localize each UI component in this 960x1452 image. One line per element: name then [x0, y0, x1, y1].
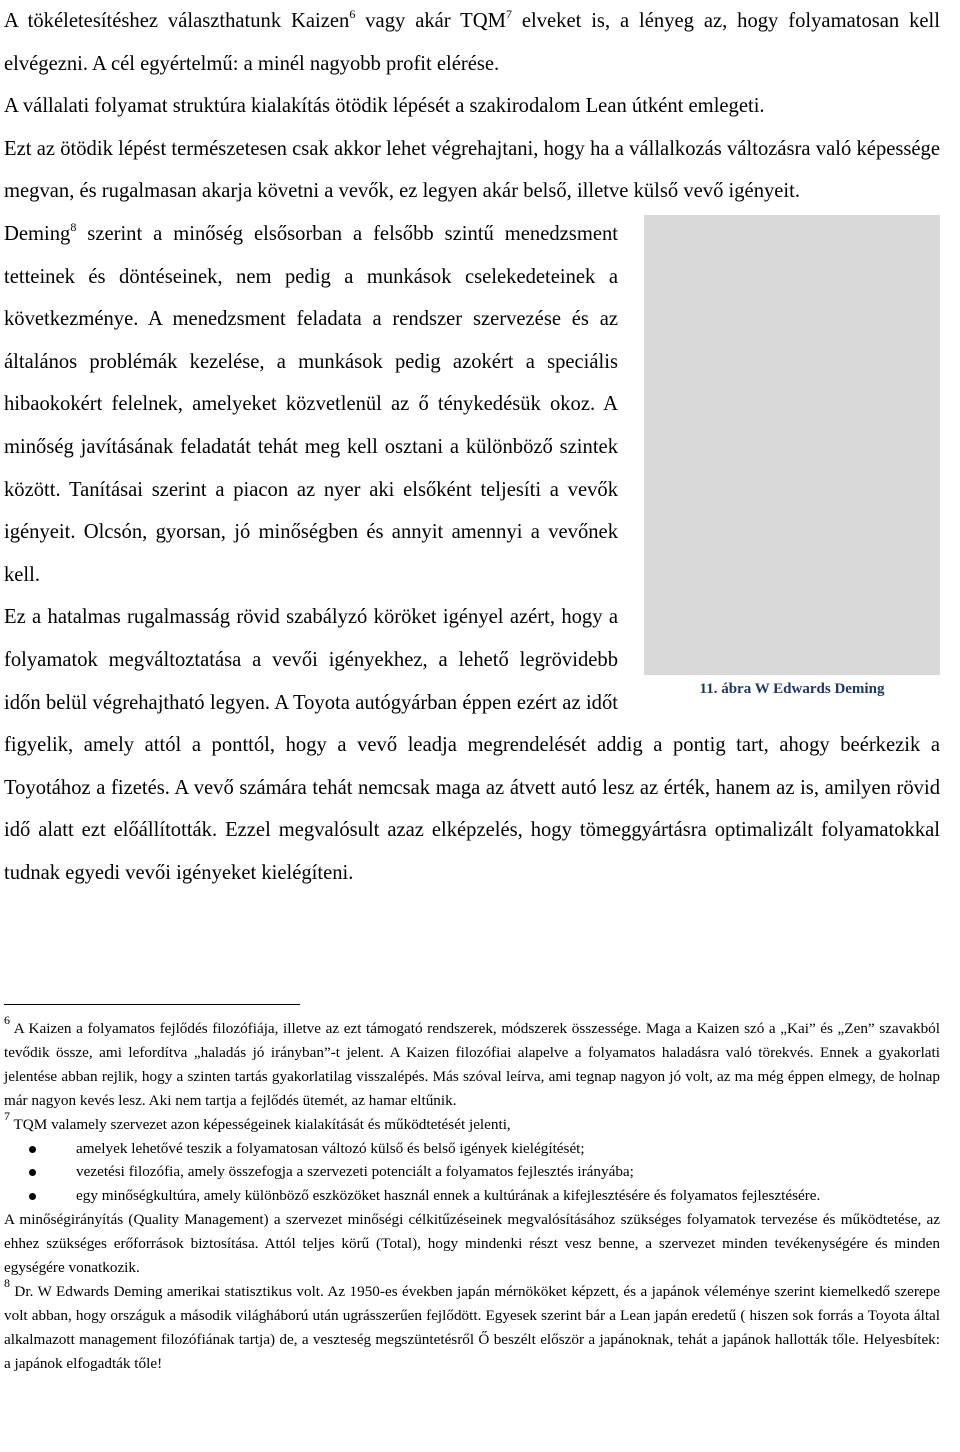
paragraph-1 [4, 0, 940, 85]
footnote-ref-6[interactable]: 6 [349, 7, 356, 21]
list-item: egy minőségkultúra, amely különböző eszközöket használ ennek a kultúrának a kifejlesztésére és folyamatos fejlesztésére. [76, 1184, 940, 1208]
footnote-7-list [4, 1137, 940, 1209]
main-text [4, 0, 940, 894]
paragraph-5: Ez a hatalmas rugalmasság rövid szabályzó köröket igényel azért, hogy a folyamatok megváltoztatása a vevői igényekhez, a lehető legrövidebb időn belül végrehajtható legyen. A Toyota autógyárban éppen ezért az időt figyelik, amely attól a ponttól, hogy a vevő leadja megrendelését addig a pontig tart, ahogy beérkezik a Toyotához a fizetés. A vevő számára tehát nemcsak maga az átvett autó lesz az érték, hanem az is, amilyen rövid idő alatt ezt előállították. Ezzel megvalósult azaz elképzelés, hogy tömeggyártásra optimalizált folyamatokkal tudnak egyedi vevői igényeket kielégíteni. [4, 606, 940, 884]
figure-caption: 11. ábra W Edwards Deming [699, 680, 885, 697]
footnote-7 [4, 1108, 940, 1137]
footnote-number: 8 [4, 1275, 10, 1290]
footnote-number: 7 [4, 1108, 10, 1123]
text-run: Deming [4, 222, 71, 245]
text-run: szerint a minőség elsősorban a felsőbb szintű menedzsment tetteinek és döntéseinek, nem pedig a munkások cselekedeteinek a következménye. A menedzsment feladata a rendszer szervezése és az általános problémák kezelése, a munkások pedig azokért a speciális hibaokokért felelnek, amelyeket közvetlenül az ő ténykedésük okoz. A minőség javításának feladatát tehát meg kell osztani a különböző szintek között. Tanításai szerint a piacon az nyer aki elsőként teljesíti a vevők igényeit. Olcsón, gyorsan, jó minőségben és annyit amennyi a vevőnek kell. [4, 222, 618, 586]
footnote-8 [4, 1275, 940, 1376]
footnote-text: TQM valamely szervezet azon képességeinek kialakítását és működtetését jelenti, [10, 1115, 511, 1133]
footnotes [4, 1013, 940, 1376]
footnote-separator [4, 1004, 300, 1005]
footnote-text: A Kaizen a folyamatos fejlődés filozófiája, illetve az ezt támogató rendszerek, módszerek összessége. Maga a Kaizen szó a „Kai” és „Zen” szavakból tevődik össze, ami lefordítva „haladás jó irányban”-t jelent. A Kaizen filozófiai alapelve a folyamatos haladásra való törekvés. Ennek a gyakorlati jelentése abban rejlik, hogy a szinten tartás gyakorlatilag visszalépés. Más szóval leírva, ami tegnap nagyon jó volt, az ma még éppen elmegy, de holnap már nagyon kevés lesz. Aki nem tartja a fejlődés ütemét, az hamar eltűnik. [4, 1020, 940, 1109]
footnote-6 [4, 1013, 940, 1113]
list-item: amelyek lehetővé teszik a folyamatosan változó külső és belső igények kielégítését; [76, 1137, 940, 1161]
deming-portrait-placeholder [644, 215, 940, 675]
footnote-7-continuation: A minőségirányítás (Quality Management) a szervezet minőségi célkitűzéseinek megvalósításához szükséges folyamatok tervezése és működtetése, az ehhez szükséges erőforrások biztosítása. Attól teljes körű (Total), hogy mindenki részt vesz benne, a szervezet minden tevékenységére és minden egységére vonatkozik. [4, 1211, 940, 1277]
footnote-ref-7[interactable]: 7 [505, 7, 512, 21]
text-run: A tökéletesítéshez választhatunk Kaizen [4, 10, 350, 32]
text-run: elveket is, a lényeg az, hogy folyamatosan kell elvégezni. A cél egyértelmű: a minél nagyobb profit elérése. [4, 10, 940, 75]
paragraph-3: Ezt az ötödik lépést természetesen csak akkor lehet végrehajtani, hogy ha a vállalkozás változásra való képessége megvan, és rugalmasan akarja követni a vevők, ez legyen akár belső, illetve külső vevő igényeit. [4, 137, 940, 203]
paragraph-2: A vállalati folyamat struktúra kialakítás ötödik lépését a szakirodalom Lean útként emlegeti. [4, 95, 765, 118]
text-run: vagy akár TQM [355, 10, 506, 32]
footnote-text: Dr. W Edwards Deming amerikai statisztikus volt. Az 1950-es években japán mérnököket képzett, és a japánok véleménye szerint kiemelkedő szerepe volt abban, hogy országuk a második világháború után ugrásszerűen fejlődött. Egyesek szerint bár a Lean japán eredetű ( hiszen sok forrás a Toyota által alkalmazott management filozófiának tartja) de, a veszteség megszüntetésről Ő beszélt először a japánoknak, tehát a japánok hallották tőle. Helyesbítek: a japánok elfogadták tőle! [4, 1282, 940, 1372]
list-item: vezetési filozófia, amely összefogja a szervezeti potenciált a folyamatos fejlesztés irányába; [76, 1160, 940, 1184]
footnote-ref-8[interactable]: 8 [70, 219, 77, 234]
footnote-number: 6 [4, 1013, 10, 1027]
figure-deming [644, 213, 940, 699]
